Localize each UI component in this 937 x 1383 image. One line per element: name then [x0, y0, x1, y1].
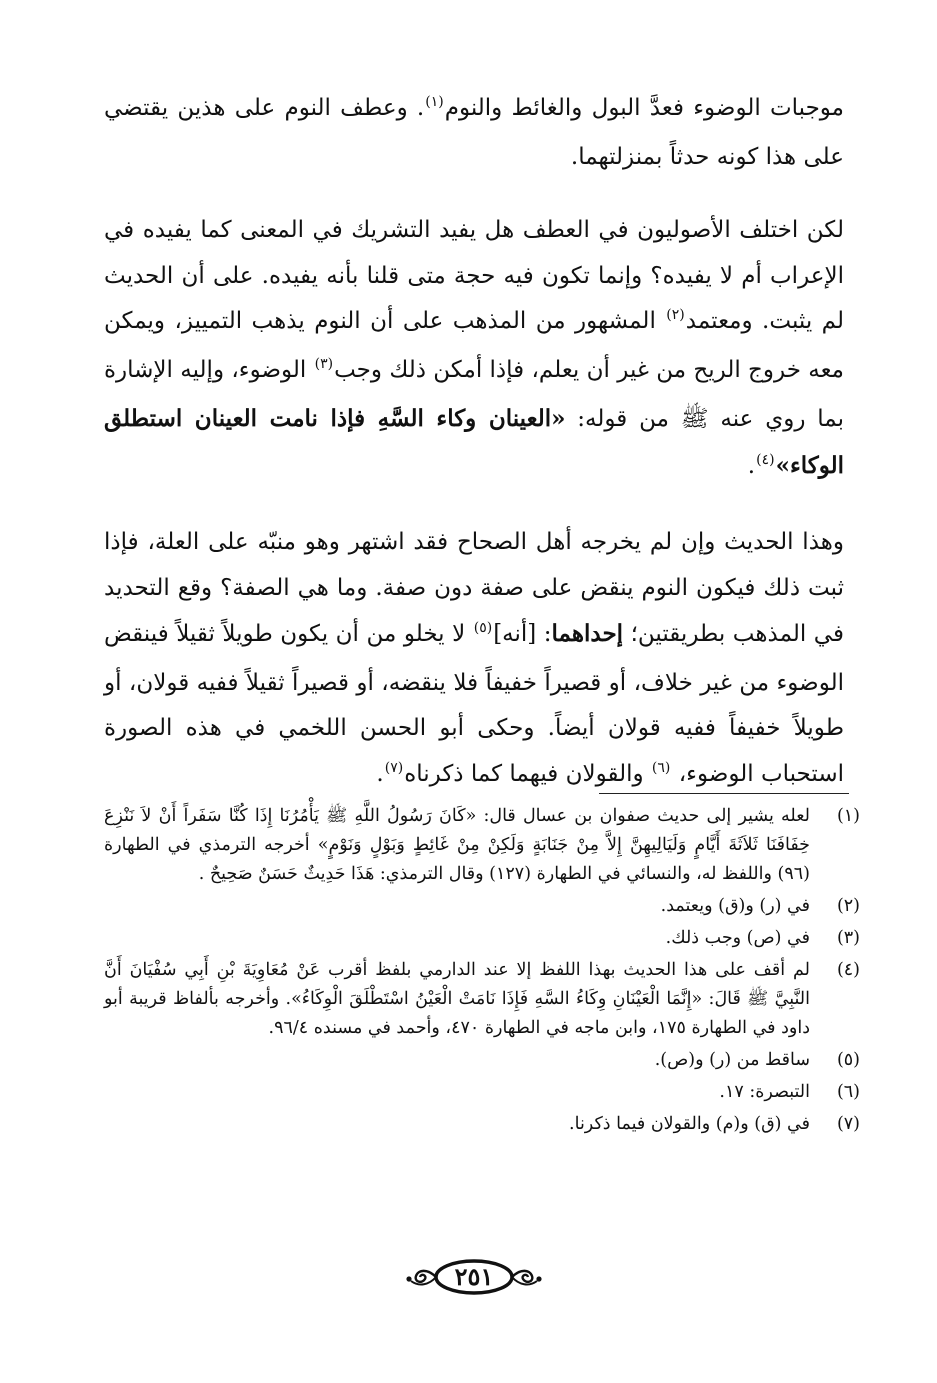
footnote-text: في (ر) و(ق) ويعتمد.: [660, 896, 810, 916]
footnote-number: (٤): [836, 960, 860, 980]
text-run: المشهور من المذهب على أن النوم يذهب التمييز، ويمكن معه خروج الريح من غير أن يعلم، فإذا أمكن ذلك وجب: [104, 308, 844, 383]
footnote-number: (٢): [836, 896, 860, 916]
text-run: والقولان فيهما كما ذكرناه: [404, 760, 651, 787]
footnote-marker: (٢): [666, 307, 685, 323]
text-run: : [أنه]: [493, 621, 552, 647]
footnotes: [104, 802, 860, 1142]
footnote: [104, 1046, 860, 1075]
footnote-text: التبصرة: ١٧.: [719, 1082, 810, 1102]
text-run: لا يخلو من أن يكون طويلاً ثقيلاً فينقض الوضوء من غير خلاف، أو قصيراً خفيفاً فلا ينقضه، أو قصيراً ثقيلاً ففيه قولان، أو طويلاً خفيفاً ففيه قولان أيضاً. وحكى أبو الحسن اللخمي في هذه الصورة استحباب الوضوء،: [104, 621, 844, 787]
footnote-number: (١): [836, 806, 860, 826]
footnote-text: لم أقف على هذا الحديث بهذا اللفظ إلا عند الدارمي بلفظ أقرب عَنْ مُعَاوِيَةَ بْنِ أَبِي سُفْيَانَ أَنَّ النَّبِيَّ ﷺ قَالَ: «إِنَّمَا الْعَيْنَانِ وِكَاءُ السَّهِ فَإِذَا نَامَتْ الْعَيْنُ اسْتَطْلَقَ الْوِكَاءُ». وأخرجه بألفاظ قريبة أبو داود في الطهارة ١٧٥، وابن ماجه في الطهارة ٤٧٠، وأحمد في مسنده ٩٦/٤.: [104, 960, 810, 1038]
page-number-ornament: [403, 1255, 545, 1301]
footnote-separator: [599, 793, 849, 794]
footnote-text: ساقط من (ر) و(ص).: [654, 1050, 810, 1070]
page-number: ٢٥١: [454, 1262, 494, 1291]
footnote-text: لعله يشير إلى حديث صفوان بن عسال قال: «كَانَ رَسُولُ اللَّهِ ﷺ يَأْمُرُنَا إِذَا كُنَّا سَفَراً أَنْ لاَ نَنْزِعَ خِفَافَنَا ثَلاَثَةَ أَيَّامٍ وَلَيَالِيهِنَّ إِلاَّ مِنْ جَنَابَةٍ وَلَكِنْ مِنْ غَائِطٍ وَبَوْلٍ وَنَوْمٍ» أخرجه الترمذي في الطهارة (٩٦) واللفظ له، والنسائي في الطهارة (١٢٧) وقال الترمذي: هَذَا حَدِيثٌ حَسَنٌ صَحِيحٌ .: [104, 806, 810, 884]
footnote: [104, 892, 860, 921]
footnote-number: (٥): [836, 1050, 860, 1070]
paragraph: [104, 208, 844, 492]
text-run: .: [747, 452, 756, 479]
text-run: وهذا الحديث وإن لم يخرجه أهل الصحاح فقد اشتهر وهو منبّه على العلة، فإذا ثبت ذلك فيكون النوم ينقض على صفة دون صفة. وما هي الصفة؟ وقع التحديد في المذهب بطريقتين؛: [104, 529, 844, 647]
footnote: [104, 924, 860, 953]
footnote-number: (٧): [836, 1114, 860, 1134]
text-run: لكن اختلف الأصوليون في العطف هل يفيد التشريك في المعنى كما يفيده في الإعراب أم لا يفيده؟ وإنما تكون فيه حجة متى قلنا بأنه يفيده. على أن الحديث لم يثبت. ومعتمد: [104, 217, 844, 334]
footnote-marker: (٦): [651, 759, 671, 776]
text-run: موجبات الوضوء فعدَّ البول والغائط والنوم: [444, 95, 844, 121]
footnote-number: (٦): [836, 1082, 860, 1102]
quoted-hadith: «العينان وكاء السَّهِ فإذا نامت العينان استطلق الوكاء»: [104, 405, 844, 479]
footnote-marker: (٧): [384, 759, 404, 776]
footnote-marker: (١): [425, 94, 444, 110]
footnote-number: (٣): [836, 928, 860, 948]
text-run: الوضوء، وإليه الإشارة بما روي عنه ﷺ من قوله:: [104, 356, 844, 432]
main-text: [104, 86, 844, 800]
paragraph: [104, 520, 844, 800]
footnote-text: في (ص) وجب ذلك.: [665, 928, 810, 948]
footnote-text: في (ق) و(م) والقولان فيما ذكرنا.: [569, 1114, 810, 1134]
footnote: [104, 1110, 860, 1139]
footnote-marker: (٥): [473, 620, 493, 636]
footnote: [104, 956, 860, 1043]
quoted-hadith: إحداهما: [551, 620, 624, 647]
footnote-marker: (٣): [314, 355, 334, 372]
footnote: [104, 1078, 860, 1107]
footnote-marker: (٤): [756, 451, 775, 468]
footnote: [104, 802, 860, 889]
paragraph: [104, 86, 844, 180]
text-run: .: [376, 760, 384, 787]
text-run: . وعطف النوم على هذين يقتضي على هذا كونه حدثاً بمنزلتهما.: [104, 95, 844, 170]
